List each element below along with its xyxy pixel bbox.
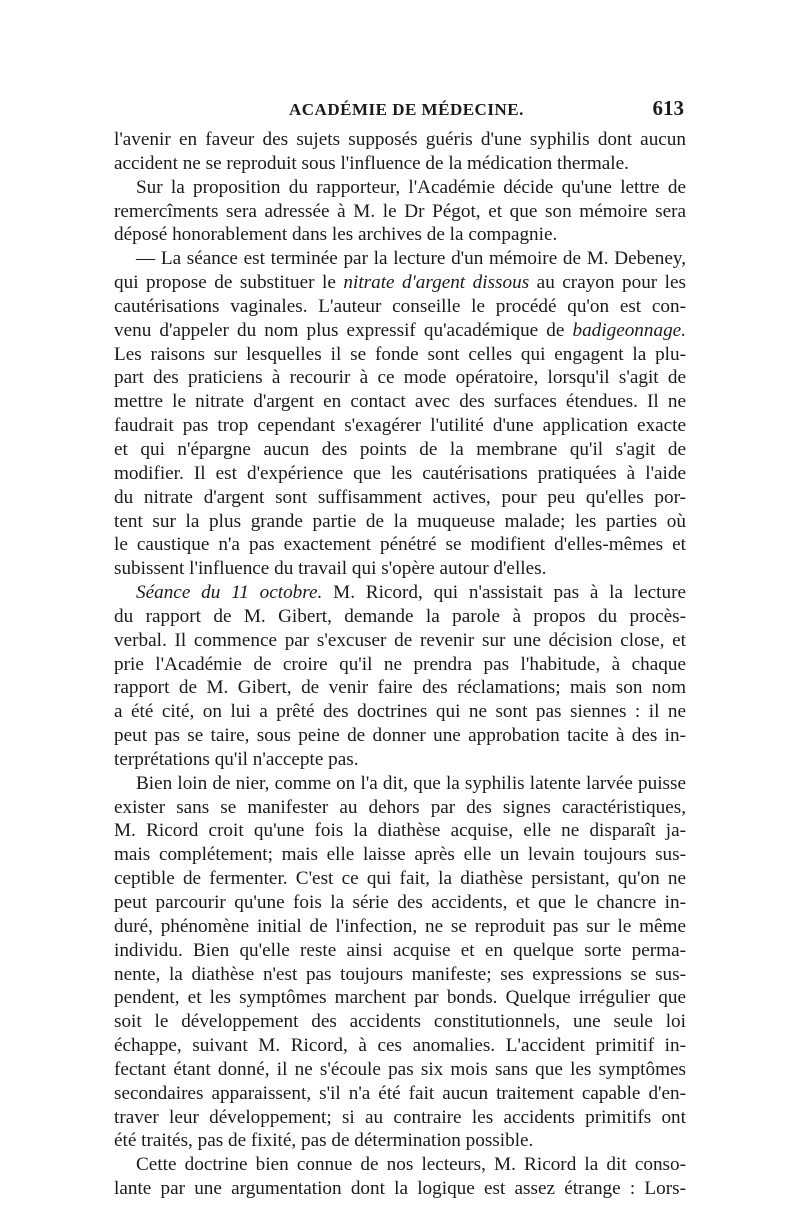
section-date: Séance du 11 octobre. <box>136 582 323 604</box>
page-number: 613 <box>652 96 684 120</box>
text-line: pendent, et les symptômes marchent par bonds. Quelque irrégulier que <box>114 987 686 1009</box>
paragraph <box>114 1153 686 1201</box>
text-line: exister sans se manifester au dehors par des signes caractéristiques, <box>114 796 686 818</box>
text-line: ceptible de fermenter. C'est ce qui fait, la diathèse persistant, qu'on ne <box>114 868 686 890</box>
italic-term: badigeonnage. <box>572 319 686 341</box>
paragraph <box>114 772 686 1154</box>
text-line: Cette doctrine bien connue de nos lecteurs, M. Ricord la dit conso- <box>136 1154 686 1176</box>
text-line: Les raisons sur lesquelles il se fonde sont celles qui engagent la plu- <box>114 343 686 365</box>
paragraph <box>114 247 686 581</box>
text-line: fectant étant donné, il ne s'écoule pas six mois sans que les symptômes <box>114 1058 686 1080</box>
text-line: du nitrate d'argent sont suffisamment actives, pour peu qu'elles por- <box>114 486 686 508</box>
text-line: échappe, suivant M. Ricord, à ces anomalies. L'accident primitif in- <box>114 1035 686 1057</box>
text-line: cautérisations vaginales. L'auteur conseille le procédé qu'on est con- <box>114 295 686 317</box>
text-run: au crayon pour les <box>529 272 686 294</box>
text-line: prie l'Académie de croire qu'il ne prendra pas l'habitude, à chaque <box>114 653 686 675</box>
text-line: mais complétement; mais elle laisse après elle un levain toujours sus- <box>114 844 686 866</box>
text-line <box>114 581 686 605</box>
text-line: Bien loin de nier, comme on l'a dit, que la syphilis latente larvée puisse <box>136 772 686 794</box>
text-line: Sur la proposition du rapporteur, l'Académie décide qu'une lettre de <box>136 176 686 198</box>
text-line: le caustique n'a pas exactement pénétré se modifient d'elles-mêmes et <box>114 534 686 556</box>
text-line: duré, phénomène initial de l'infection, ne se reproduit pas sur le même <box>114 915 686 937</box>
text-run: qui propose de substituer le <box>114 272 336 294</box>
text-line: peut pas se taire, sous peine de donner une approbation tacite à des in- <box>114 725 686 747</box>
text-line <box>114 319 686 343</box>
page-header <box>114 96 684 126</box>
text-line: l'avenir en faveur des sujets supposés guéris d'une syphilis dont aucun <box>114 129 686 150</box>
text-run: M. Ricord, qui n'assistait pas à la lecture <box>322 582 686 604</box>
text-line: faudrait pas trop cependant s'exagérer l'utilité d'une application exacte <box>114 415 686 437</box>
text-line: part des praticiens à recourir à ce mode opératoire, lorsqu'il s'agit de <box>114 367 686 389</box>
text-line: nente, la diathèse n'est pas toujours manifeste; ses expressions se sus- <box>114 963 686 985</box>
text-line: déposé honorablement dans les archives de la compagnie. <box>114 224 558 246</box>
text-line: peut parcourir qu'une fois la série des accidents, et que le chancre in- <box>114 892 686 913</box>
paragraph <box>114 176 686 248</box>
text-line: verbal. Il commence par s'excuser de revenir sur une décision close, et <box>114 629 686 651</box>
paragraph <box>114 128 686 176</box>
text-line: individu. Bien qu'elle reste ainsi acquise et en quelque sorte perma- <box>114 939 686 961</box>
text-line <box>114 271 686 295</box>
text-line: traver leur développement; si au contraire les accidents primitifs ont <box>114 1106 686 1128</box>
italic-term: nitrate d'argent dissous <box>343 272 530 294</box>
running-head: ACADÉMIE DE MÉDECINE. <box>289 100 524 119</box>
text-line: — La séance est terminée par la lecture d'un mémoire de M. Debeney, <box>136 248 686 270</box>
text-line: secondaires apparaissent, s'il n'a été fait aucun traitement capable d'en- <box>114 1082 686 1104</box>
text-line: M. Ricord croit qu'une fois la diathèse acquise, elle ne disparaît ja- <box>114 820 686 842</box>
text-line: soit le développement des accidents constitutionnels, une seule loi <box>114 1011 686 1033</box>
text-line: remercîments sera adressée à M. le Dr Pégot, et que son mémoire sera <box>114 200 686 222</box>
text-line: modifier. Il est d'expérience que les cautérisations pratiquées à l'aide <box>114 462 686 484</box>
text-line: accident ne se reproduit sous l'influence de la médication thermale. <box>114 152 629 174</box>
text-line: et qui n'épargne aucun des points de la membrane qu'il s'agit de <box>114 438 686 460</box>
text-line: a été cité, on lui a prêté des doctrines qui ne sont pas siennes : il ne <box>114 701 686 723</box>
text-line: tent sur la plus grande partie de la muqueuse malade; les parties où <box>114 510 686 532</box>
text-line: mettre le nitrate d'argent en contact avec des surfaces étendues. Il ne <box>114 391 686 413</box>
text-line: du rapport de M. Gibert, demande la parole à propos du procès- <box>114 605 686 627</box>
text-line: subissent l'influence du travail qui s'opère autour d'elles. <box>114 558 547 580</box>
text-run: venu d'appeler du nom plus expressif qu'académique de <box>114 319 565 341</box>
paragraph <box>114 581 686 772</box>
text-line: lante par une argumentation dont la logique est assez étrange : Lors- <box>114 1178 686 1200</box>
body-text <box>114 128 686 1201</box>
text-line: rapport de M. Gibert, de venir faire des réclamations; mais son nom <box>114 677 686 699</box>
text-line: été traités, pas de fixité, pas de détermination possible. <box>114 1130 534 1152</box>
text-line: terprétations qu'il n'accepte pas. <box>114 748 359 770</box>
